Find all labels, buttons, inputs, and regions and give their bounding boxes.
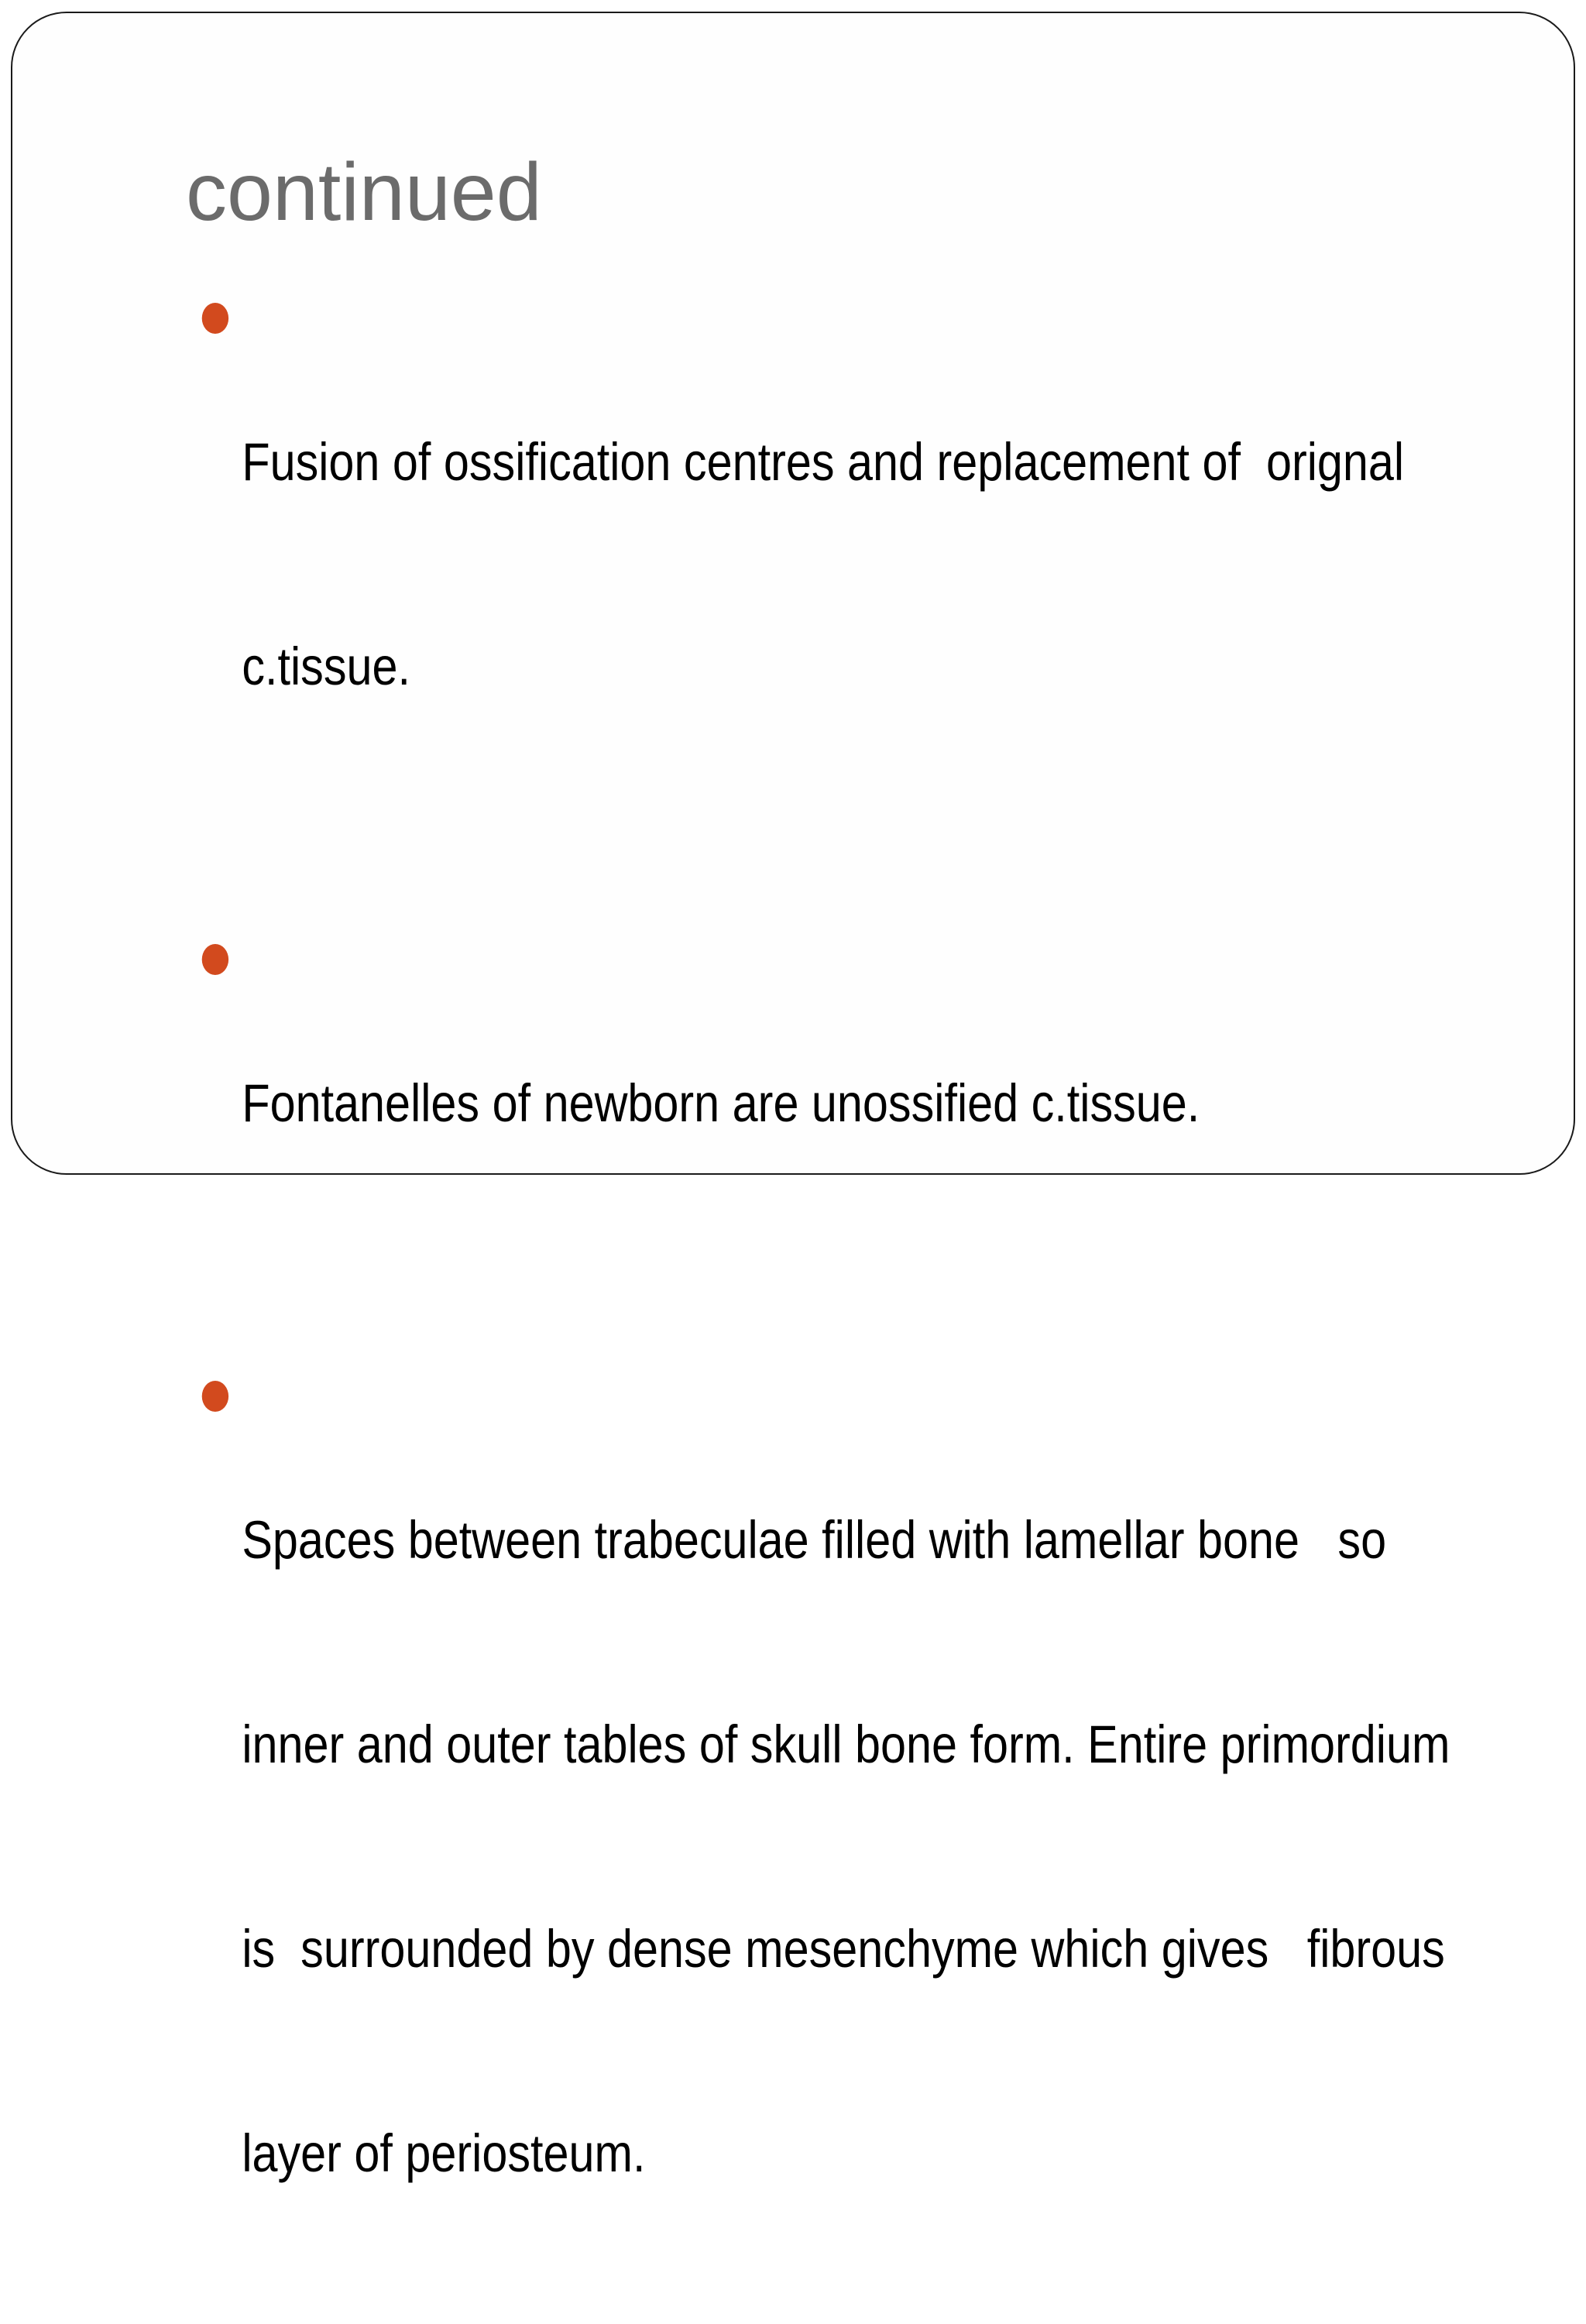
bullet-dot-icon (202, 1381, 228, 1412)
bullet-list (201, 292, 1502, 2324)
bullet-line: inner and outer tables of skull bone form. Entire primordium (242, 1715, 1450, 1774)
bullet-line: Fusion of ossification centres and replacement of orignal (242, 432, 1405, 492)
bullet-dot-icon (202, 944, 228, 975)
bullet-line: c.tissue. (242, 637, 410, 696)
slide-frame (11, 12, 1575, 2183)
bullet-item (201, 933, 1499, 1274)
bullet-line: layer of periosteum. (242, 2123, 646, 2183)
bullet-text (242, 933, 1499, 1274)
bullet-line: Spaces between trabeculae filled with lamellar bone so (242, 1510, 1387, 1570)
bullet-item (201, 292, 1499, 837)
bullet-dot-icon (202, 303, 228, 334)
slide-title: continued (186, 146, 542, 238)
bullet-item (201, 1370, 1499, 2324)
bullet-line: Fontanelles of newborn are unossified c.tissue. (242, 1073, 1200, 1133)
bullet-text (242, 292, 1499, 837)
bullet-text (242, 1370, 1499, 2324)
bullet-line: is surrounded by dense mesenchyme which gives fibrous (242, 1919, 1445, 1979)
